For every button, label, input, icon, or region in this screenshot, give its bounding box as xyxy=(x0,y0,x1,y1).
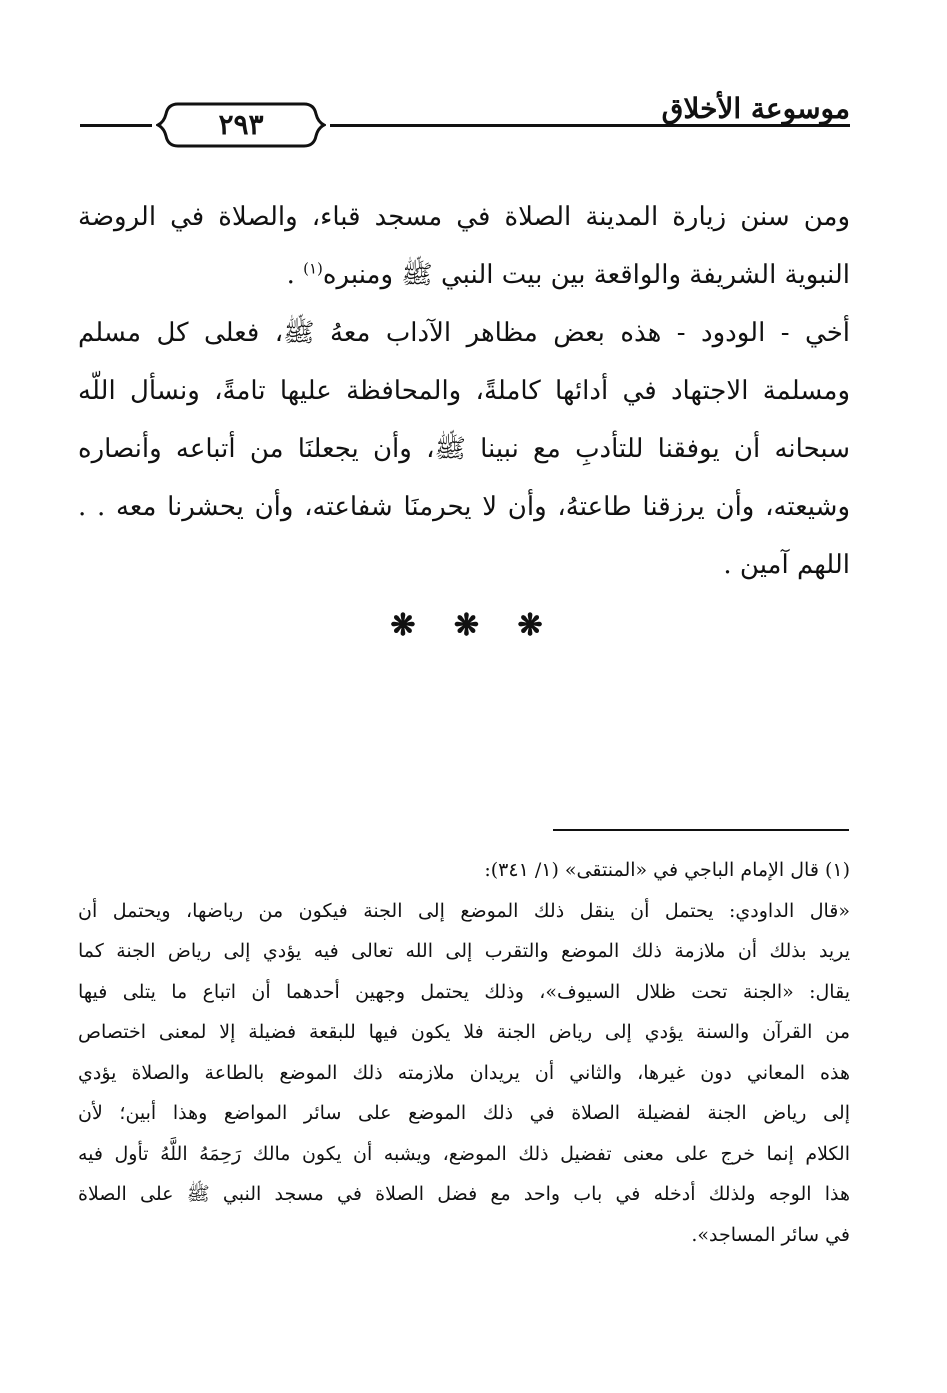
body-line-2 xyxy=(78,246,850,304)
body-line-2-end: . xyxy=(286,260,304,290)
page-number: ٢٩٣ xyxy=(218,108,264,141)
section-separator: ❋ ❋ ❋ xyxy=(390,608,557,643)
footnote-rule xyxy=(553,829,849,831)
main-text xyxy=(78,188,850,594)
footnote-line-7: إلى رياض الجنة لفضيلة الصلاة في ذلك الموضع على سائر المواضع وهذا أبين؛ لأن xyxy=(78,1102,850,1124)
footnote-line-10: في سائر المساجد». xyxy=(691,1223,850,1246)
body-line-4: ومسلمة الاجتهاد في أدائها كاملةً، والمحافظة عليها تامةً، ونسأل اللّه xyxy=(78,376,850,406)
footnote-line-9: هذا الوجه ولذلك أدخله في باب واحد مع فضل الصلاة في مسجد النبي ﷺ على الصلاة xyxy=(78,1183,850,1205)
footnote-marker: (١) xyxy=(303,259,323,278)
footnote-line-6: هذه المعاني دون غيرها، والثاني أن يريدان ملازمته ذلك الموضع بالطاعة والصلاة يؤدي xyxy=(78,1061,850,1084)
footnote-line-5: من القرآن والسنة يؤدي إلى رياض الجنة فلا يكون فيها للبقعة فضيلة إلا لمعنى اختصاص xyxy=(78,1021,850,1043)
footnote-line-1: (١) قال الإمام الباجي في «المنتقى» (١/ ٣٤١): xyxy=(484,859,850,881)
footnote xyxy=(78,850,850,1255)
running-title: موسوعة الأخلاق xyxy=(661,92,850,125)
footnote-line-2: «قال الداودي: يحتمل أن ينقل ذلك الموضع إلى الجنة فيكون من رياضها، ويحتمل أن xyxy=(78,899,850,922)
footnote-line-4: يقال: «الجنة تحت ظلال السيوف»، وذلك يحتمل وجهين أحدهما أن اتباع ما يتلى فيها xyxy=(78,980,850,1003)
header-rule-left xyxy=(80,124,152,127)
page-number-frame xyxy=(156,100,326,150)
body-line-1: ومن سنن زيارة المدينة الصلاة في مسجد قباء، والصلاة في الروضة xyxy=(78,202,850,232)
body-line-2-text: النبوية الشريفة والواقعة بين بيت النبي ﷺ ومنبره xyxy=(322,260,850,290)
body-line-6: وشيعته، وأن يرزقنا طاعتهُ، وأن لا يحرمنَا شفاعته، وأن يحشرنا معه . . xyxy=(78,492,850,522)
page-header xyxy=(80,84,850,144)
body-line-5: سبحانه أن يوفقنا للتأدبِ مع نبينا ﷺ، وأن يجعلنَا من أتباعه وأنصاره xyxy=(78,434,850,464)
body-line-7: اللهم آمين . xyxy=(723,550,850,580)
body-line-3: أخي - الودود - هذه بعض مظاهر الآداب معهُ ﷺ، فعلى كل مسلم xyxy=(78,318,850,348)
footnote-line-3: يريد بذلك أن ملازمة ذلك الموضع والتقرب إلى الله تعالى فيه يؤدي إلى رياض الجنة كما xyxy=(78,940,850,962)
footnote-line-8: الكلام إنما خرج على معنى تفضيل ذلك الموضع، ويشبه أن يكون مالك رَحِمَهُ اللَّهُ تأول فيه xyxy=(78,1142,850,1165)
